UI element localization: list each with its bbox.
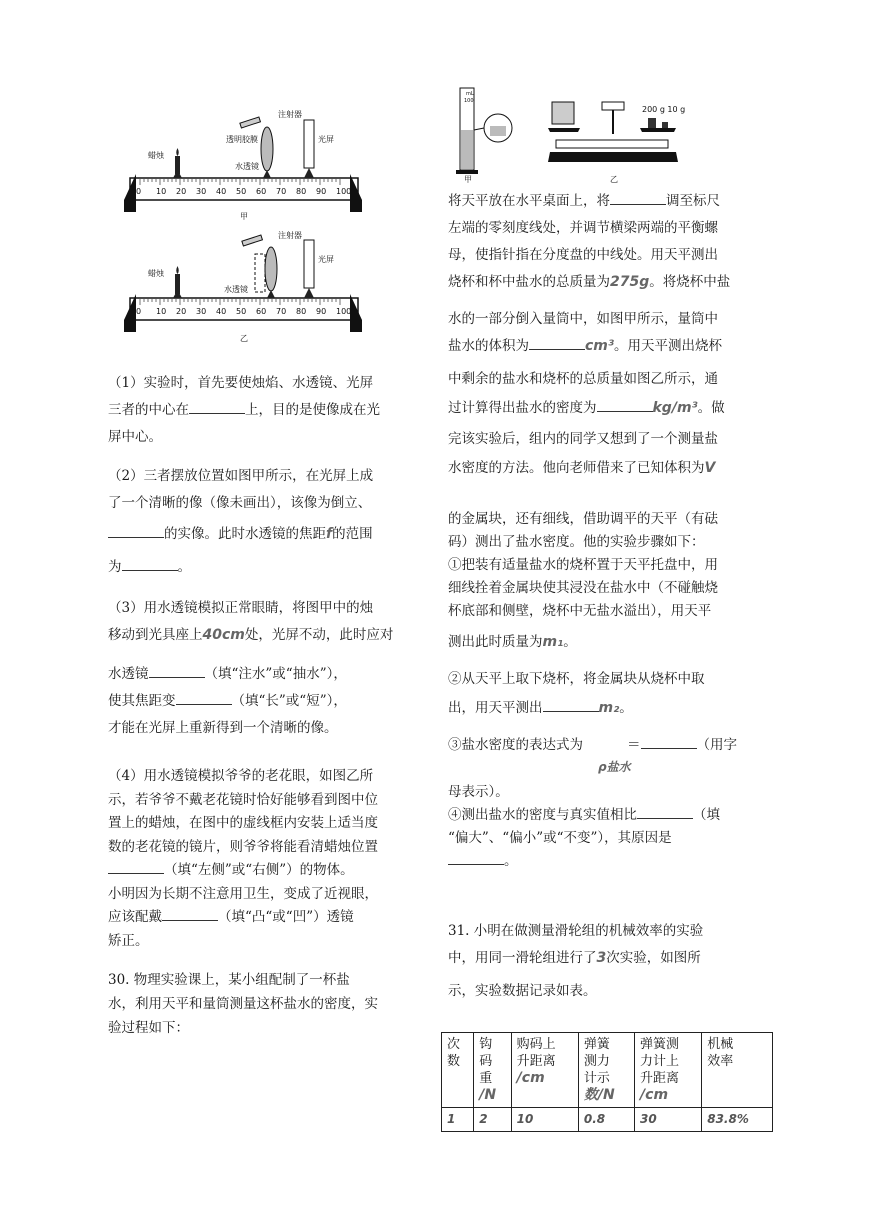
table-header-cell: 购码上 升距离 /cm xyxy=(511,1033,578,1108)
svg-text:甲: 甲 xyxy=(464,175,472,184)
ruler-tick-label: 30 xyxy=(196,187,207,196)
ruler-tick-label: 70 xyxy=(276,187,287,196)
ruler-tick-label: 100 xyxy=(336,307,352,316)
table-cell: 2 xyxy=(474,1108,511,1132)
ruler-tick-label: 20 xyxy=(176,187,187,196)
light-screen-icon xyxy=(304,120,314,168)
question-3: （3）用水透镜模拟正常眼睛，将图甲中的烛 移动到光具座上40cm处，光屏不动，此时应对 水透镜 （填“注水”或“抽水”）， 使其焦距变 （填“长”或“短”）， 才能在光屏上重新得到一个清晰的像。 xyxy=(108,600,394,736)
label-screen: 光屏 xyxy=(318,255,334,264)
scale-dial-icon xyxy=(602,102,624,110)
table-cell: 1 xyxy=(442,1108,474,1132)
ruler-tick-label: 50 xyxy=(236,307,247,316)
weight-10g-icon xyxy=(662,122,668,128)
question-31: 31. 小明在做测量滑轮组的机械效率的实验 中，用同一滑轮组进行了3次实验，如图所 示，实验数据记录如表。 xyxy=(448,923,704,999)
svg-text:200 g 10 g: 200 g 10 g xyxy=(642,105,686,114)
svg-text:100: 100 xyxy=(464,98,474,104)
table-header-cell: 机械 效率 xyxy=(702,1033,773,1108)
dashed-box xyxy=(255,254,265,292)
table-cell: 83.8% xyxy=(702,1108,773,1132)
label-lens: 水透镜 xyxy=(224,285,248,294)
weight-200g-icon xyxy=(648,118,656,128)
svg-text:mL: mL xyxy=(466,91,474,97)
balance-base xyxy=(548,152,678,162)
balance-cylinder-figure xyxy=(452,82,702,184)
ruler-tick-label: 10 xyxy=(156,307,167,316)
ruler-tick-label: 70 xyxy=(276,307,287,316)
label-syringe: 注射器 xyxy=(278,231,302,240)
ruler-tick-label: 20 xyxy=(176,307,187,316)
optical-bench-figure-yi xyxy=(118,226,368,346)
table-header-cell: 弹簧测 力计上 升距离 /cm xyxy=(635,1033,702,1108)
question-4: （4）用水透镜模拟爷爷的老花眼，如图乙所 示，若爷爷不戴老花镜时恰好能够看到图中位 置上的蜡烛，在图中的虚线框内安装上适当度 数的老花镜的镜片，则爷爷将能看清蜡烛位置 （填“左侧”或“右侧”）的物体。 小明因为长期不注意用卫生，变成了近视眼， 应该配戴 （填“凸“或“凹”）透镜 矫正。 xyxy=(108,768,378,949)
label-gel: 透明胶膜 xyxy=(226,135,258,144)
table-header-row xyxy=(442,1033,773,1108)
syringe-icon xyxy=(242,235,263,246)
question-2: （2）三者摆放位置如图甲所示，在光屏上成 了一个清晰的像（像未画出），该像为倒立、 的实像。此时水透镜的焦距f的范围 为 。 xyxy=(108,468,374,575)
label-candle: 蜡烛 xyxy=(148,269,164,278)
question-1: （1）实验时，首先要使烛焰、水透镜、光屏 三者的中心在 上，目的是使像成在光 屏中心。 xyxy=(108,375,380,445)
data-table xyxy=(441,1032,773,1132)
label-syringe: 注射器 xyxy=(278,110,302,119)
ruler-tick-label: 40 xyxy=(216,187,227,196)
label-screen: 光屏 xyxy=(318,135,334,144)
question-30-procedure: 将天平放在水平桌面上，将 调至标尺 左端的零刻度线处，并调节横梁两端的平衡螺 母，使指针指在分度盘的中线处。用天平测出 烧杯和杯中盐水的总质量为275g。将烧杯中盐 水的一部分倒入量筒中，如图甲所示，量筒中 盐水的体积为 cm³。用天平测出烧杯 中剩余的盐水和烧杯的总质量如图乙所示，通 过计算得出盐水的密度为 kg/m³。做 完该实验后，组内的同学又想到了一个测量盐 水密度的方法。他向老师借来了已知体积为V xyxy=(448,188,768,482)
light-screen-icon xyxy=(304,240,314,288)
ruler-tick-label: 10 xyxy=(156,187,167,196)
figure-caption: 乙 xyxy=(240,334,248,343)
table-row xyxy=(442,1108,773,1132)
ruler-tick-label: 60 xyxy=(256,187,267,196)
ruler-tick-label: 100 xyxy=(336,187,352,196)
ruler-tick-label: 90 xyxy=(316,307,327,316)
ruler-tick-label: 0 xyxy=(136,187,142,196)
ruler-tick-label: 80 xyxy=(296,307,307,316)
table-header-cell: 次 数 xyxy=(442,1033,474,1108)
optical-bench-figure-jia xyxy=(118,104,368,222)
label-lens: 水透镜 xyxy=(235,162,259,171)
table-header-cell: 钩 码 重 /N xyxy=(474,1033,511,1108)
beaker-icon xyxy=(552,102,574,124)
table-cell: 0.8 xyxy=(578,1108,634,1132)
ruler-tick-label: 30 xyxy=(196,307,207,316)
table-header-cell: 弹簧 测力 计示 数/N xyxy=(578,1033,634,1108)
label-candle: 蜡烛 xyxy=(148,151,164,160)
ruler-tick-label: 40 xyxy=(216,307,227,316)
table-cell: 30 xyxy=(635,1108,702,1132)
water-lens-icon xyxy=(265,247,277,291)
question-30-steps: 的金属块，还有细线，借助调平的天平（有砝 码）测出了盐水密度。他的实验步骤如下： ①把装有适量盐水的烧杯置于天平托盘中，用 细线拴着金属块使其浸没在盐水中（不碰触烧 杯底部和侧壁，烧杯中无盐水溢出），用天平 测出此时质量为m₁。 ②从天平上取下烧杯，将金属块从烧杯中取 出，用天平测出 m₂。 ③盐水密度的表达式为 ＝ （用字 ρ盐水 母表示）。 ④测出盐水的密度与真实值相比 （填 “偏大”、“偏小”或“不变”），其原因是 。 xyxy=(448,511,737,869)
figure-caption: 甲 xyxy=(240,212,248,221)
ruler-tick-label: 80 xyxy=(296,187,307,196)
syringe-icon xyxy=(240,117,261,128)
ruler-tick-label: 0 xyxy=(136,307,142,316)
table-cell: 10 xyxy=(511,1108,578,1132)
water-lens-icon xyxy=(261,127,273,171)
svg-text:乙: 乙 xyxy=(610,175,618,184)
question-30: 30. 物理实验课上，某小组配制了一杯盐 水，利用天平和量筒测量这杯盐水的密度，实 验过程如下： xyxy=(108,972,378,1036)
ruler-tick-label: 90 xyxy=(316,187,327,196)
ruler-tick-label: 60 xyxy=(256,307,267,316)
ruler-tick-label: 50 xyxy=(236,187,247,196)
